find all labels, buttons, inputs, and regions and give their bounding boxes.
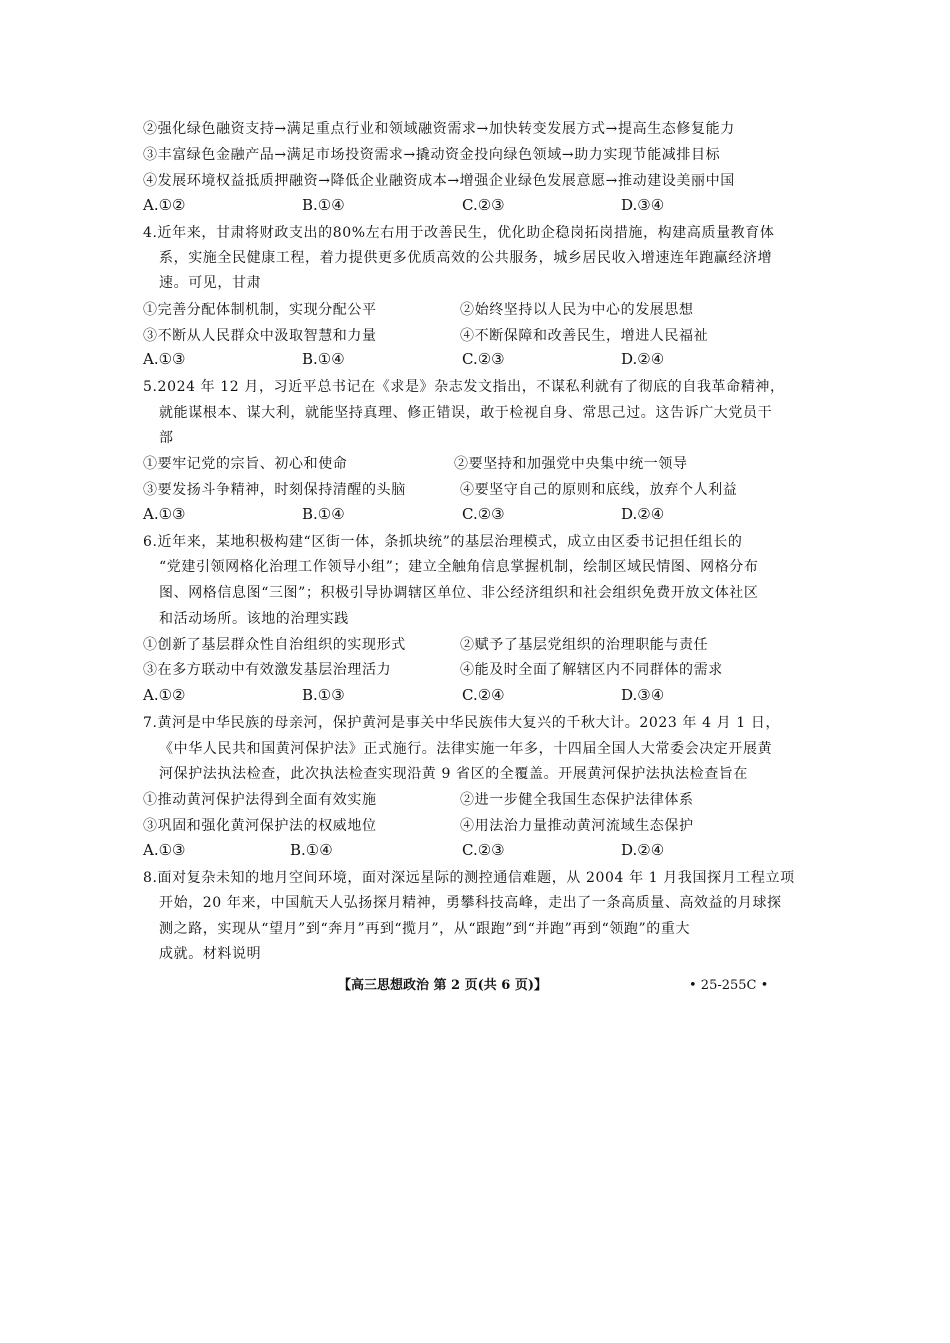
q7-option-1: ①推动黄河保护法得到全面有效实施 (143, 792, 377, 808)
q7-option-4: ④用法治力量推动黄河流域生态保护 (460, 818, 694, 834)
q3-answer-b: B.①④ (302, 196, 345, 214)
q4-option-1: ①完善分配体制机制，实现分配公平 (143, 302, 377, 318)
q7-answer-b: B.①④ (290, 841, 333, 859)
q8-stem-line-1: 8.面对复杂未知的地月空间环境，面对深远星际的测控通信难题，从 2004 年 1 月我国探月工程立项 (143, 870, 795, 886)
q8-stem-line-4: 成就。材料说明 (159, 946, 262, 962)
q4-option-3: ③不断从人民群众中汲取智慧和力量 (143, 328, 377, 344)
q5-option-3: ③要发扬斗争精神，时刻保持清醒的头脑 (143, 482, 406, 498)
q3-answer-d: D.③④ (621, 196, 665, 214)
q4-stem-line-3: 速。可见，甘肃 (159, 275, 262, 291)
q6-option-4: ④能及时全面了解辖区内不同群体的需求 (460, 662, 723, 678)
q6-stem-line-2: “党建引领网格化治理工作领导小组”；建立全触角信息掌握机制，绘制区域民情图、网格分布 (159, 559, 759, 575)
q6-stem-line-3: 图、网格信息图“三图”；积极引导协调辖区单位、非公经济组织和社会组织免费开放文体社区 (159, 585, 759, 601)
q7-answer-d: D.②④ (621, 841, 665, 859)
q5-option-2: ②要坚持和加强党中央集中统一领导 (454, 456, 688, 472)
page-footer-code: • 25-255C • (689, 978, 769, 993)
q6-answer-d: D.③④ (621, 686, 665, 704)
q6-stem-line-4: 和活动场所。该地的治理实践 (159, 611, 349, 627)
q6-answer-a: A.①② (143, 686, 186, 704)
q3-answer-a: A.①② (143, 196, 186, 214)
q3-answer-c: C.②③ (462, 196, 505, 214)
q5-option-1: ①要牢记党的宗旨、初心和使命 (143, 456, 348, 472)
q6-option-2: ②赋予了基层党组织的治理职能与责任 (460, 637, 709, 653)
q8-stem-line-3: 测之路，实现从“望月”到“奔月”再到“揽月”，从“跟跑”到“并跑”再到“领跑”的重大 (159, 921, 691, 937)
q7-stem-line-2: 《中华人民共和国黄河保护法》正式施行。法律实施一年多，十四届全国人大常委会决定开展黄 (159, 741, 773, 757)
q4-answer-d: D.②④ (621, 350, 665, 368)
q7-stem-line-3: 河保护法执法检查，此次执法检查实现沿黄 9 省区的全覆盖。开展黄河保护法执法检查旨在 (159, 766, 749, 782)
q5-stem-line-3: 部 (159, 430, 174, 446)
q5-option-4: ④要坚守自己的原则和底线，放弃个人利益 (460, 482, 738, 498)
q4-answer-b: B.①④ (302, 350, 345, 368)
q5-answer-c: C.②③ (462, 505, 505, 523)
q3-option-4: ④发展环境权益抵质押融资→降低企业融资成本→增强企业绿色发展意愿→推动建设美丽中国 (143, 173, 735, 189)
q4-option-4: ④不断保障和改善民生，增进人民福祉 (460, 328, 709, 344)
q6-option-1: ①创新了基层群众性自治组织的实现形式 (143, 637, 406, 653)
q4-answer-a: A.①③ (143, 350, 186, 368)
q7-option-3: ③巩固和强化黄河保护法的权威地位 (143, 818, 377, 834)
q3-option-3: ③丰富绿色金融产品→满足市场投资需求→撬动资金投向绿色领域→助力实现节能减排目标 (143, 147, 721, 163)
q5-stem-line-1: 5.2024 年 12 月，习近平总书记在《求是》杂志发文指出，不谋私利就有了彻底的自我革命精神， (143, 379, 785, 395)
q7-stem-line-1: 7.黄河是中华民族的母亲河，保护黄河是事关中华民族伟大复兴的千秋大计。2023 年 4 月 1 日， (143, 715, 781, 731)
q4-stem-line-2: 系，实施全民健康工程，着力提供更多优质高效的公共服务，城乡居民收入增速连年跑赢经济增 (159, 250, 773, 266)
q6-answer-b: B.①③ (302, 686, 345, 704)
q6-option-3: ③在多方联动中有效激发基层治理活力 (143, 662, 392, 678)
q5-answer-b: B.①④ (302, 505, 345, 523)
q5-answer-a: A.①③ (143, 505, 186, 523)
q7-answer-a: A.①③ (143, 841, 186, 859)
q6-stem-line-1: 6.近年来，某地积极构建“区街一体，条抓块统”的基层治理模式，成立由区委书记担任组长的 (143, 534, 743, 550)
q4-answer-c: C.②③ (462, 350, 505, 368)
page-footer-title: 【高三思想政治 第 2 页(共 6 页)】 (338, 978, 548, 993)
q7-option-2: ②进一步健全我国生态保护法律体系 (460, 792, 694, 808)
q7-answer-c: C.②③ (462, 841, 505, 859)
q4-stem-line-1: 4.近年来，甘肃将财政支出的80%左右用于改善民生，优化助企稳岗拓岗措施，构建高质量教育体 (143, 225, 775, 241)
q4-option-2: ②始终坚持以人民为中心的发展思想 (460, 302, 694, 318)
q3-option-2: ②强化绿色融资支持→满足重点行业和领域融资需求→加快转变发展方式→提高生态修复能力 (143, 121, 735, 137)
q5-stem-line-2: 就能谋根本、谋大利，就能坚持真理、修正错误，敢于检视自身、常思己过。这告诉广大党员干 (159, 405, 773, 421)
q5-answer-d: D.②④ (621, 505, 665, 523)
q6-answer-c: C.②④ (462, 686, 505, 704)
q8-stem-line-2: 开始，20 年来，中国航天人弘扬探月精神，勇攀科技高峰，走出了一条高质量、高效益的月球探 (159, 895, 782, 911)
